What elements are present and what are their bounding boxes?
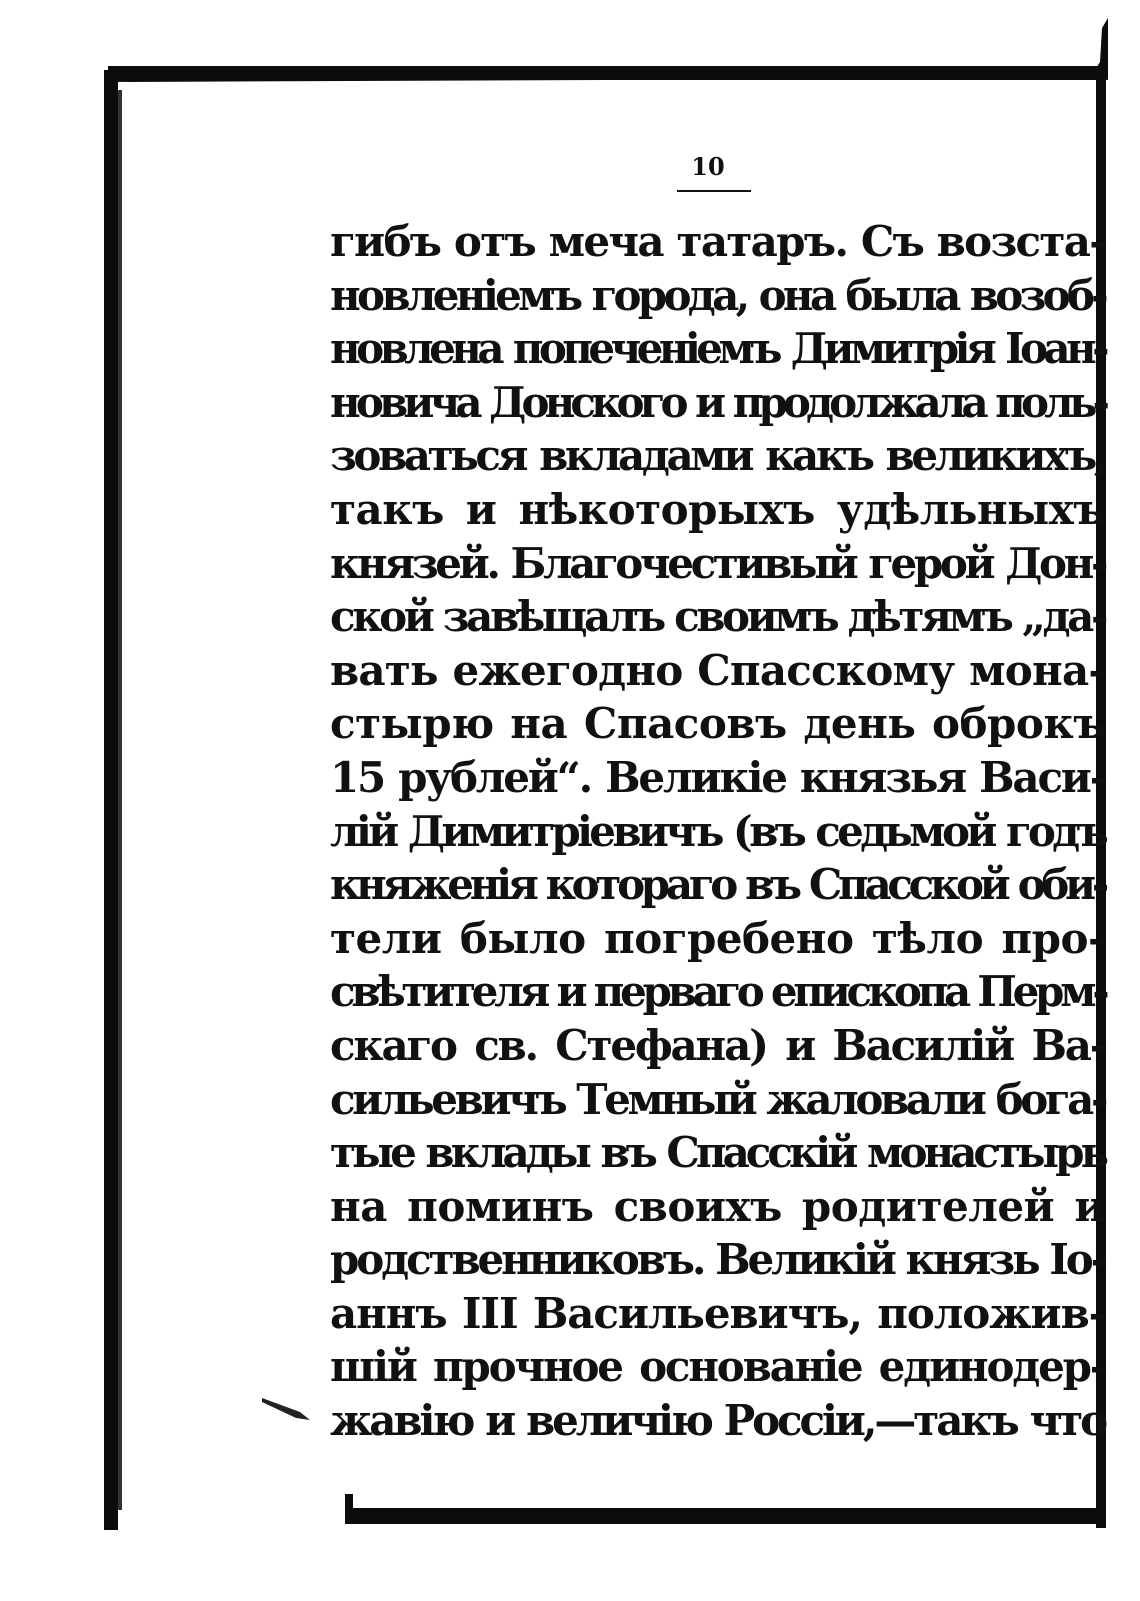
text-line: князей. Благочестивый герой Дон- xyxy=(330,538,1105,588)
text-line: скаго св. Стефана) и Василій Ва- xyxy=(330,1020,1105,1070)
text-line: сильевичъ Темный жаловали бога- xyxy=(330,1074,1105,1124)
text-line: аннъ III Васильевичъ, положив- xyxy=(330,1288,1105,1338)
text-line: такъ и нѣкоторыхъ удѣльныхъ xyxy=(330,484,1105,534)
text-line: на поминъ своихъ родителей и xyxy=(330,1181,1105,1231)
text-line: лій Димитріевичъ (въ седьмой годъ xyxy=(330,806,1105,856)
text-line: тые вклады въ Спасскій монастырь xyxy=(330,1128,1105,1178)
text-line: тели было погребено тѣло про- xyxy=(330,913,1105,963)
text-line: шій прочное основаніе единодер- xyxy=(330,1342,1105,1392)
text-line: гибъ отъ меча татаръ. Съ возста- xyxy=(330,217,1105,266)
page-number: 10 xyxy=(691,152,725,181)
text-line: новлена попеченіемъ Димитрія Іоан- xyxy=(330,324,1105,374)
text-line: ской завѣщалъ своимъ дѣтямъ „да- xyxy=(330,592,1105,642)
text-line: новича Донского и продолжала поль- xyxy=(330,377,1105,427)
text-line: княженія котораго въ Спасской оби- xyxy=(330,860,1105,910)
body-text xyxy=(330,215,1105,1448)
page-number-rule xyxy=(677,190,751,192)
text-line: новленіемъ города, она была возоб- xyxy=(330,270,1105,320)
text-line: вать ежегодно Спасскому мона- xyxy=(330,645,1105,695)
text-line: родственниковъ. Великій князь Іо- xyxy=(330,1235,1105,1285)
text-line: свѣтителя и перваго епископа Перм- xyxy=(330,967,1106,1017)
text-line: жавію и величію Россіи,—такъ что xyxy=(330,1396,1105,1446)
text-line: 15 рублей“. Великіе князья Васи- xyxy=(330,752,1105,802)
text-line: зоваться вкладами какъ великихъ, xyxy=(330,431,1105,481)
text-line: стырю на Спасовъ день оброкъ xyxy=(330,699,1105,749)
